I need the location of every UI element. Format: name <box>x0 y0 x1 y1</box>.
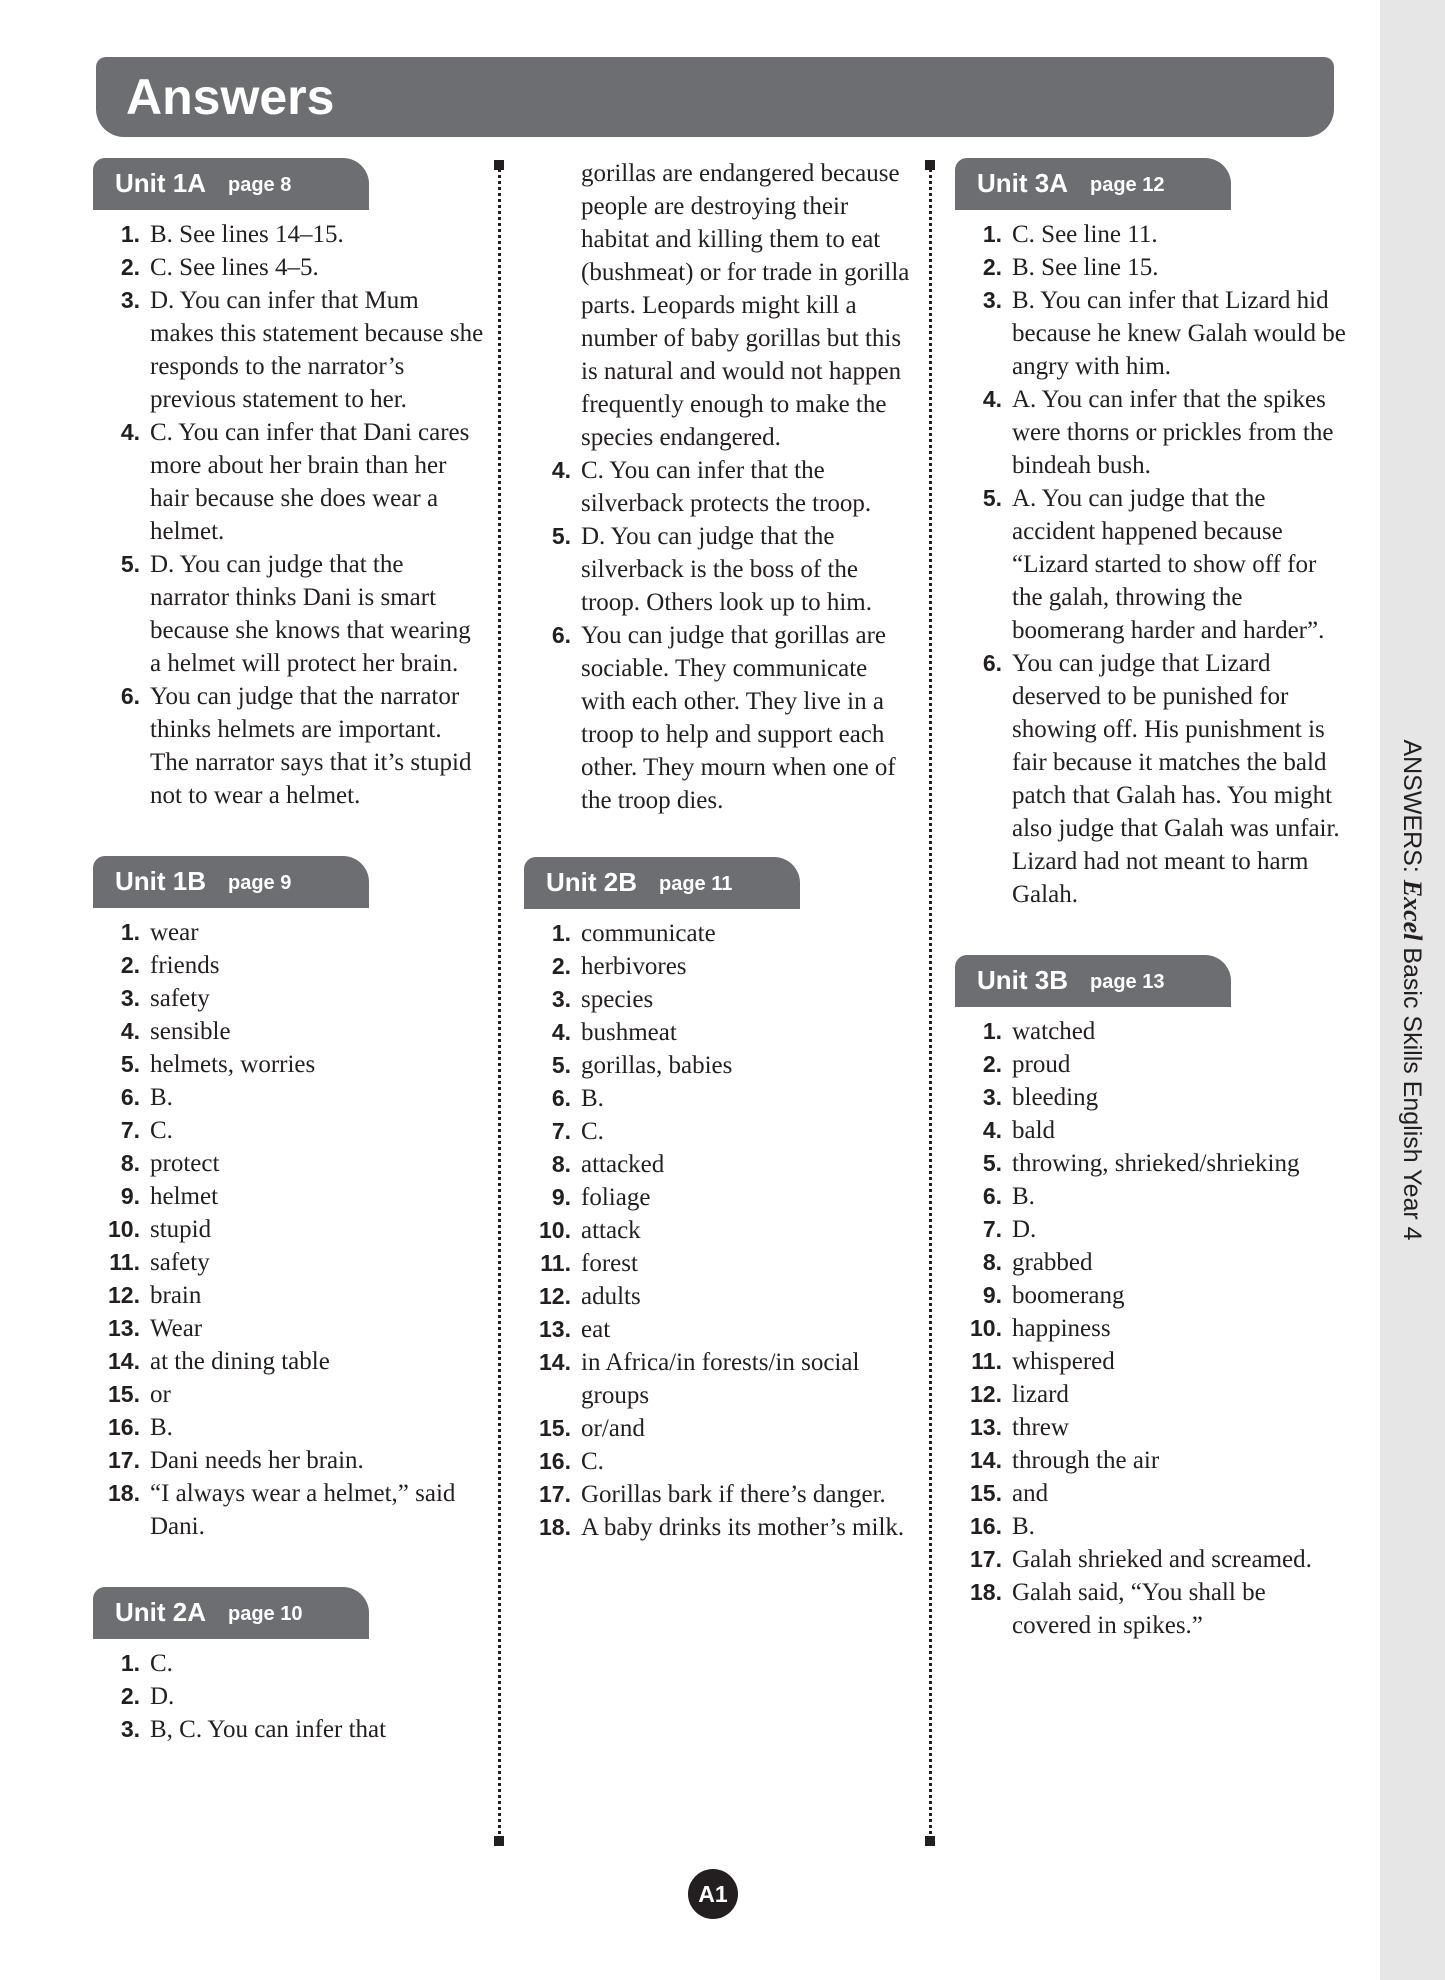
answer-item <box>93 1680 485 1713</box>
section-gap <box>93 1543 485 1587</box>
unit-heading-tab <box>524 857 800 909</box>
answer-text: adults <box>581 1283 641 1310</box>
answer-number: 4. <box>551 1019 571 1045</box>
answer-item <box>524 1511 916 1544</box>
answer-item <box>524 454 916 520</box>
answer-text: D. You can judge that the silverback is the boss of the troop. Others look up to him. <box>581 523 872 616</box>
divider-end-mark <box>925 1836 935 1846</box>
answer-number: 2. <box>982 254 1002 280</box>
answer-item <box>955 1147 1347 1180</box>
answer-number: 4. <box>120 419 140 445</box>
answer-number: 1. <box>120 1650 140 1676</box>
answer-number <box>524 157 581 454</box>
answer-item <box>524 1478 916 1511</box>
answer-item <box>524 1115 916 1148</box>
answer-text: B. <box>150 1414 173 1441</box>
answer-item <box>524 1445 916 1478</box>
answer-text: stupid <box>150 1216 212 1243</box>
answer-item <box>93 916 485 949</box>
divider-end-mark <box>494 1836 504 1846</box>
answer-item <box>524 1016 916 1049</box>
answer-text: Dani needs her brain. <box>150 1447 364 1474</box>
answer-item <box>93 982 485 1015</box>
unit-page-ref: page 13 <box>1090 971 1165 993</box>
answer-number: 9. <box>120 1183 140 1209</box>
unit-name: Unit 2A <box>115 1597 206 1627</box>
answer-text: B, C. You can infer that <box>150 1716 387 1743</box>
answer-number: 18. <box>539 1514 571 1540</box>
page-header <box>96 57 1334 137</box>
answer-item <box>524 1082 916 1115</box>
answer-text: B. <box>150 1084 173 1111</box>
answer-text: or <box>150 1381 171 1408</box>
answer-text: herbivores <box>581 953 687 980</box>
answer-number: 13. <box>970 1414 1002 1440</box>
answer-text: C. You can infer that the silverback protects the troop. <box>581 457 872 517</box>
answer-item <box>955 1213 1347 1246</box>
answer-text: bleeding <box>1012 1084 1099 1111</box>
answer-item <box>955 1576 1347 1642</box>
unit-heading-tab <box>93 1587 369 1639</box>
answer-number: 16. <box>970 1513 1002 1539</box>
unit-page-ref: page 10 <box>228 1603 303 1625</box>
answer-number: 1. <box>982 221 1002 247</box>
answer-item <box>93 1647 485 1680</box>
answer-number: 6. <box>120 1084 140 1110</box>
answer-number: 5. <box>120 1051 140 1077</box>
answer-text: D. <box>150 1683 175 1710</box>
answer-item <box>524 1181 916 1214</box>
answer-number: 2. <box>551 953 571 979</box>
answer-text: friends <box>150 952 220 979</box>
answer-item <box>93 1411 485 1444</box>
answer-item <box>93 251 485 284</box>
unit-page-ref: page 11 <box>659 873 733 895</box>
answer-item <box>524 520 916 619</box>
answer-number: 5. <box>982 485 1002 511</box>
answer-item <box>93 1081 485 1114</box>
answer-text: happiness <box>1012 1315 1111 1342</box>
answer-item <box>955 1477 1347 1510</box>
answer-item <box>955 1279 1347 1312</box>
answer-item <box>93 1345 485 1378</box>
answer-number: 17. <box>970 1546 1002 1572</box>
answer-number: 4. <box>120 1018 140 1044</box>
answer-number: 17. <box>108 1447 140 1473</box>
answer-number: 14. <box>539 1349 571 1375</box>
answer-list <box>955 1015 1347 1642</box>
answer-list <box>955 218 1347 911</box>
answer-item <box>93 680 485 812</box>
answer-number: 1. <box>982 1018 1002 1044</box>
answer-item <box>93 1312 485 1345</box>
answer-text: gorillas, babies <box>581 1052 733 1079</box>
answer-item <box>524 157 916 454</box>
answer-number: 6. <box>982 650 1002 676</box>
answer-text: Galah said, “You shall be covered in spikes.” <box>1012 1579 1266 1639</box>
answer-text: Gorillas bark if there’s danger. <box>581 1481 886 1508</box>
answer-item <box>93 1279 485 1312</box>
answer-number: 18. <box>108 1480 140 1506</box>
answer-number: 7. <box>982 1216 1002 1242</box>
answer-number: 11. <box>971 1348 1002 1374</box>
answer-text: C. See lines 4–5. <box>150 254 319 281</box>
answer-list <box>524 157 916 817</box>
answer-text: at the dining table <box>150 1348 330 1375</box>
answer-number: 6. <box>120 683 140 709</box>
answer-number: 5. <box>551 523 571 549</box>
answer-text: C. See line 11. <box>1012 221 1158 248</box>
answer-column-1 <box>93 158 485 1746</box>
answer-number: 3. <box>120 287 140 313</box>
column-divider <box>498 162 501 1842</box>
unit-name: Unit 3B <box>977 965 1068 995</box>
answer-text: whispered <box>1012 1348 1115 1375</box>
answer-item <box>955 1180 1347 1213</box>
unit-heading-tab <box>955 955 1231 1007</box>
answer-item <box>93 1048 485 1081</box>
answer-number: 3. <box>120 985 140 1011</box>
unit-page-ref: page 12 <box>1090 174 1165 196</box>
answer-item <box>524 950 916 983</box>
answer-text: through the air <box>1012 1447 1160 1474</box>
answer-item <box>955 1081 1347 1114</box>
answer-text: protect <box>150 1150 220 1177</box>
divider-end-mark <box>925 160 935 170</box>
answer-text: B. You can infer that Lizard hid because he knew Galah would be angry with him. <box>1012 287 1346 380</box>
unit-name: Unit 3A <box>977 168 1068 198</box>
answer-number: 11. <box>540 1250 571 1276</box>
answer-number: 13. <box>108 1315 140 1341</box>
answer-column-2 <box>524 157 916 1544</box>
answer-number: 6. <box>551 1085 571 1111</box>
answer-number: 15. <box>970 1480 1002 1506</box>
answer-text: wear <box>150 919 199 946</box>
answer-item <box>524 1313 916 1346</box>
answer-text: helmets, worries <box>150 1051 316 1078</box>
answer-item <box>93 548 485 680</box>
answer-number: 6. <box>551 622 571 648</box>
answer-text: attack <box>581 1217 641 1244</box>
answer-text: safety <box>150 985 210 1012</box>
answer-text: C. <box>150 1117 173 1144</box>
divider-end-mark <box>494 160 504 170</box>
answer-number: 14. <box>970 1447 1002 1473</box>
answer-item <box>524 917 916 950</box>
answer-item <box>955 1543 1347 1576</box>
answer-text: A. You can judge that the accident happened because “Lizard started to show off for the galah, throwing the boomerang harder and harder”. <box>1012 485 1325 644</box>
answer-text: C. You can infer that Dani cares more about her brain than her hair because she does wear a helmet. <box>150 419 470 545</box>
answer-number: 2. <box>982 1051 1002 1077</box>
answer-item <box>955 383 1347 482</box>
answer-item <box>955 1312 1347 1345</box>
answer-item <box>524 619 916 817</box>
answer-number: 3. <box>982 287 1002 313</box>
answer-item <box>955 1114 1347 1147</box>
answer-text: threw <box>1012 1414 1069 1441</box>
answer-number: 9. <box>982 1282 1002 1308</box>
answer-number: 12. <box>539 1283 571 1309</box>
answer-item <box>524 1346 916 1412</box>
answer-number: 8. <box>120 1150 140 1176</box>
answer-item <box>524 1148 916 1181</box>
answer-number: 7. <box>120 1117 140 1143</box>
column-divider <box>929 162 932 1842</box>
answer-item <box>93 1378 485 1411</box>
answer-number: 15. <box>108 1381 140 1407</box>
answer-text: B. See line 15. <box>1012 254 1159 281</box>
answer-text: Wear <box>150 1315 203 1342</box>
answer-item <box>524 1049 916 1082</box>
answer-item <box>524 1280 916 1313</box>
answer-number: 1. <box>120 221 140 247</box>
answer-number: 18. <box>970 1579 1002 1605</box>
answer-text: B. <box>581 1085 604 1112</box>
page-number-badge: A1 <box>688 1869 738 1919</box>
answer-text: forest <box>581 1250 638 1277</box>
unit-page-ref: page 9 <box>228 872 292 894</box>
answer-number: 1. <box>120 919 140 945</box>
answer-text: foliage <box>581 1184 651 1211</box>
answer-text: C. <box>581 1118 604 1145</box>
answer-text: and <box>1012 1480 1049 1507</box>
answer-list <box>93 916 485 1543</box>
answer-text: B. See lines 14–15. <box>150 221 344 248</box>
answer-text: D. You can judge that the narrator thinks Dani is smart because she knows that wearing a helmet will protect her brain. <box>150 551 471 677</box>
answer-number: 5. <box>120 551 140 577</box>
book-title-vertical: ANSWERS: Excel Basic Skills English Year 4 <box>1398 739 1427 1241</box>
answer-number: 5. <box>551 1052 571 1078</box>
answer-text: “I always wear a helmet,” said Dani. <box>150 1480 456 1540</box>
answer-text: safety <box>150 1249 210 1276</box>
answer-number: 7. <box>551 1118 571 1144</box>
answer-list <box>524 917 916 1544</box>
answer-number: 2. <box>120 952 140 978</box>
unit-heading-tab <box>955 158 1231 210</box>
answer-number: 16. <box>108 1414 140 1440</box>
answer-item <box>524 1214 916 1247</box>
answer-text: A. You can infer that the spikes were thorns or prickles from the bindeah bush. <box>1012 386 1334 479</box>
answer-text: bushmeat <box>581 1019 677 1046</box>
answer-item <box>93 416 485 548</box>
answer-item <box>955 284 1347 383</box>
answer-number: 15. <box>539 1415 571 1441</box>
answer-item <box>955 1444 1347 1477</box>
answer-list <box>93 1647 485 1746</box>
answer-text: A baby drinks its mother’s milk. <box>581 1514 905 1541</box>
answer-item <box>955 1015 1347 1048</box>
answer-number: 17. <box>539 1481 571 1507</box>
answer-number: 10. <box>539 1217 571 1243</box>
answer-item <box>93 949 485 982</box>
answer-number: 4. <box>982 386 1002 412</box>
answer-item <box>955 647 1347 911</box>
page-title: Answers <box>126 69 335 125</box>
answer-item <box>955 218 1347 251</box>
answer-text: D. You can infer that Mum makes this statement because she responds to the narrator’s previous statement to her. <box>150 287 484 413</box>
answer-item <box>955 251 1347 284</box>
answer-text: B. <box>1012 1183 1035 1210</box>
answer-number: 1. <box>551 920 571 946</box>
unit-heading-tab <box>93 856 369 908</box>
answer-item <box>93 1180 485 1213</box>
unit-name: Unit 1B <box>115 866 206 896</box>
unit-heading-tab <box>93 158 369 210</box>
unit-page-ref: page 8 <box>228 174 292 196</box>
answer-item <box>955 1510 1347 1543</box>
unit-name: Unit 1A <box>115 168 206 198</box>
answer-number: 10. <box>108 1216 140 1242</box>
answer-text: You can judge that the narrator thinks helmets are important. The narrator says that it’s stupid not to wear a helmet. <box>150 683 472 809</box>
answer-item <box>93 218 485 251</box>
answer-text: B. <box>1012 1513 1035 1540</box>
answer-text: watched <box>1012 1018 1096 1045</box>
answer-text: brain <box>150 1282 202 1309</box>
answer-text: communicate <box>581 920 716 947</box>
answer-text: bald <box>1012 1117 1056 1144</box>
answer-number: 13. <box>539 1316 571 1342</box>
answer-text: grabbed <box>1012 1249 1093 1276</box>
answer-text: C. <box>581 1448 604 1475</box>
answer-number: 16. <box>539 1448 571 1474</box>
brand-name: Excel <box>1398 879 1427 941</box>
answer-item <box>524 983 916 1016</box>
answer-text: helmet <box>150 1183 219 1210</box>
answer-number: 6. <box>982 1183 1002 1209</box>
answer-text: throwing, shrieked/shrieking <box>1012 1150 1300 1177</box>
answer-number: 8. <box>551 1151 571 1177</box>
answer-item <box>93 1213 485 1246</box>
answer-text: species <box>581 986 654 1013</box>
answer-number: 3. <box>982 1084 1002 1110</box>
answer-text: lizard <box>1012 1381 1069 1408</box>
answer-item <box>93 1114 485 1147</box>
answer-text: boomerang <box>1012 1282 1125 1309</box>
answer-number: 3. <box>551 986 571 1012</box>
answer-number: 14. <box>108 1348 140 1374</box>
answer-text: proud <box>1012 1051 1071 1078</box>
answer-text: C. <box>150 1650 173 1677</box>
answer-item <box>955 1345 1347 1378</box>
answer-item <box>955 1048 1347 1081</box>
answer-item <box>93 1477 485 1543</box>
answer-text: You can judge that gorillas are sociable. They communicate with each other. They live in a troop to help and support each other. They mourn when one of the troop dies. <box>581 622 896 814</box>
answer-text: or/and <box>581 1415 645 1442</box>
section-gap <box>93 812 485 856</box>
answer-text: gorillas are endangered because people are destroying their habitat and killing them to eat (bushmeat) or for trade in gorilla parts. Leopards might kill a number of baby gorillas but this is natural and would not happen frequently enough to make the species endangered. <box>581 160 910 451</box>
answer-item <box>955 1411 1347 1444</box>
answer-item <box>93 1246 485 1279</box>
answer-number: 8. <box>982 1249 1002 1275</box>
answer-list <box>93 218 485 812</box>
answer-number: 10. <box>970 1315 1002 1341</box>
answer-item <box>524 1412 916 1445</box>
answer-number: 4. <box>982 1117 1002 1143</box>
answer-text: eat <box>581 1316 611 1343</box>
section-gap <box>955 911 1347 955</box>
section-gap <box>524 817 916 857</box>
answer-item <box>93 1444 485 1477</box>
answer-text: sensible <box>150 1018 231 1045</box>
answer-number: 11. <box>109 1249 140 1275</box>
answer-text: in Africa/in forests/in social groups <box>581 1349 860 1409</box>
answer-number: 12. <box>970 1381 1002 1407</box>
answer-text: You can judge that Lizard deserved to be punished for showing off. His punishment is fair because it matches the bald patch that Galah has. You might also judge that Galah was unfair. Lizard had not meant to harm Galah. <box>1012 650 1340 908</box>
answer-text: Galah shrieked and screamed. <box>1012 1546 1312 1573</box>
answer-item <box>93 1015 485 1048</box>
answer-number: 5. <box>982 1150 1002 1176</box>
answer-text: attacked <box>581 1151 665 1178</box>
answer-number: 3. <box>120 1716 140 1742</box>
answer-number: 2. <box>120 254 140 280</box>
answer-item <box>93 1147 485 1180</box>
answer-item <box>524 1247 916 1280</box>
answer-number: 2. <box>120 1683 140 1709</box>
answer-item <box>955 1378 1347 1411</box>
answer-text: D. <box>1012 1216 1037 1243</box>
answer-item <box>955 1246 1347 1279</box>
answer-number: 4. <box>551 457 571 483</box>
unit-name: Unit 2B <box>546 867 637 897</box>
answer-number: 12. <box>108 1282 140 1308</box>
answer-number: 9. <box>551 1184 571 1210</box>
answer-item <box>955 482 1347 647</box>
answer-item <box>93 1713 485 1746</box>
answer-item <box>93 284 485 416</box>
answer-column-3 <box>955 158 1347 1642</box>
